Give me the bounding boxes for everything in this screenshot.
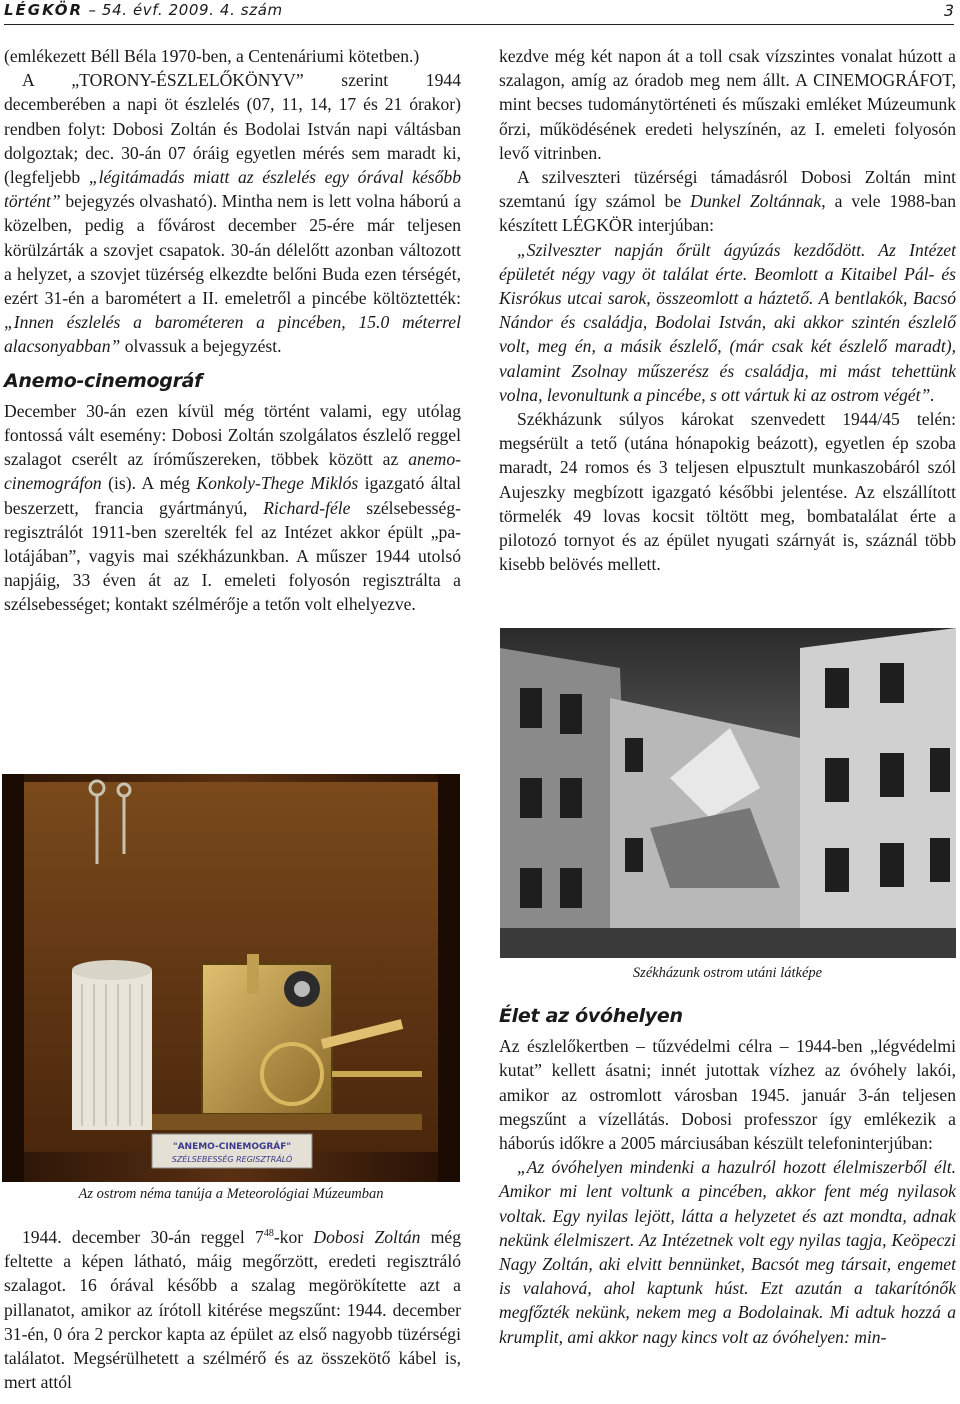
figure-caption-clock: Az ostrom néma tanúja a Meteorológiai Múzeumban — [78, 1186, 384, 1202]
journal-issue — [4, 1, 283, 19]
plate-line-2: SZÉLSEBESSÉG REGISZTRÁLÓ — [171, 1155, 293, 1164]
paragraph: kezdve még két napon át a toll csak vízszintes vonalat húzott a szalagon, amíg az óradob meg nem állt. A CINEMOGRÁFOT, mint becses tudománytörténeti és műszaki emléket Múzeumunk őrzi, működésének eredeti helyszínén, az I. emeleti folyosón levő vitrinben. — [499, 46, 956, 163]
quote-paragraph: „Az óvóhelyen mindenki a hazulról hozott élelmiszerből élt. Amikor mi lent voltunk a pincében, akkor fent még nyilasok voltak. Egy nyilas lejött, látta a helyzetet és azt mondta, adnak nekünk élelmiszert. Az Intézetnek volt egy nyilas tagja, Keöpeczi Nagy Zoltán, aki elvitt bennünket, Bacsót meg társait, engemet is valahová, ahol kaptunk húst. Ezt azután a takarítónők megfőzték nekünk, nekem meg a Bodolainak. Mi adtuk hozzá a krumplit, ami akkor nagy kincs volt az óvóhelyen: min- — [499, 1157, 956, 1347]
paragraph: (emlékezett Béll Béla 1970-ben, a Centenáriumi kötetben.) — [4, 46, 420, 66]
page-number: 3 — [943, 1, 954, 20]
figure-caption-building: Székházunk ostrom utáni látképe — [632, 965, 823, 981]
quote-text: „Innen észlelés a barométeren a pincében, 15.0 méterrel alacsonyabban” — [4, 312, 461, 357]
paragraph: Székházunk súlyos károkat szenvedett 1944/45 telén: megsérült a tető (utána hónapokig beázott), egyetlen ép szoba maradt, 24 romos és 3 teljesen elpusztult munkaszobáról szól Aujeszky megbízott igazgató későbbi jelentése. Az elszállított törmelék 49 lovas kocsit töltött meg, bombatalálat érte a pilotozó tornyot és az épület nyugati szárnyát is, száznál több kisebb belövés mellett. — [499, 409, 956, 575]
damaged-building-photo — [500, 628, 956, 958]
plate-line-1: "ANEMO-CINEMOGRÁF" — [172, 1142, 292, 1152]
section-heading: Anemo-cinemográf — [4, 369, 203, 392]
paragraph: December 30-án ezen kívül még történt valami, egy utólag fontossá vált esemény: Dobosi Zoltán szolgálatos észlelő reggel szalagot cserélt az íróműszereken, többek között az anemo-cinemográfon (is). A még Konkoly-Thege Miklós igazgató által beszerzett, francia gyártmányú, Richard-féle szélsebesség-regisztrálót 1911-ben szerelték fel az Intézet akkor épült „palotájában”, vagyis mai székházunkban. A műszer 1944 utolsó napjáig, 33 éven át az I. emeleti folyosón regisztrálta a szélsebességet; kontakt szélmérője a tetőn volt elhelyezve. — [4, 400, 461, 615]
running-header — [4, 0, 954, 25]
paragraph: A „TORONY-ÉSZLELŐKÖNYV” szerint 1944 decemberében a napi öt észlelés (07, 11, 14, 17 és 21 órakor) rendben folyt: Dobosi Zoltán és Bodolai István napi váltásban dolgoztak; dec. 30-án 07 óráig egyetlen mérés sem maradt ki, (legfeljebb „légitámadás miatt az észlelés egy órával később történt” bejegyzés olvasható). Mintha nem is lett volna háború a közelben, pedig a fővárost december 25-ére már teljesen körülzárták a szovjet csapatok. 30-án délelőtt azonban változott a helyzet, a szovjet tüzérség elkezdte belőni Buda ezen térségét, ezért 31-én a barométert a II. emeletről a pincébe költöztették: „Innen észlelés a barométeren a pincében, 15.0 méterrel alacsonyabban” olvassuk a bejegyzést. — [4, 70, 461, 357]
journal-title: LÉGKÖR — [4, 1, 84, 19]
photo-illustration — [2, 774, 460, 1182]
issue-info: – 54. évf. 2009. 4. szám — [83, 1, 283, 19]
section-heading: Élet az óvóhelyen — [499, 1005, 683, 1027]
quote-paragraph: „Szilveszter napján őrült ágyúzás kezdődött. Az Intézet épületét négy vagy öt találat érte. Beomlott a Kitaibel Pál- és Kisrókus utcai sarok, összeomlott a háztető. A bentlakók, Bacsó Nándor és családja, Bodolai István, aki akkor szintén észlelő volt, meg én, a másik észlelő, (már csak két észlelő maradt), valamint Zsolnay műszerész és családja, mi mást tehettünk volna, levonultunk a pincébe, s ott vártuk ki az ostrom végét”. — [499, 239, 956, 405]
photo-illustration — [500, 628, 956, 958]
left-column — [4, 44, 461, 617]
paragraph: A szilveszteri tüzérségi támadásról Dobosi Zoltán mint szemtanú így számol be Dunkel Zoltánnak, a vele 1988-ban készített LÉGKÖR interjúban: — [499, 167, 957, 236]
right-column-bottom — [499, 994, 956, 1349]
quote-text: „légitámadás miatt az észlelés egy órával később történt” — [4, 167, 461, 212]
left-column-bottom — [4, 1225, 461, 1394]
right-column — [499, 44, 956, 576]
anemo-cinemograph-photo — [2, 774, 460, 1182]
paragraph: 1944. december 30-án reggel $7^{48}$-kor Dobosi Zoltán még feltette a képen látható, máig megőrzött, eredeti regisztráló szalagot. 16 órával később a szalag megörökítette azt a pillanatot, amikor az írótoll kitérése megszűnt: 1944. december 31-én, 0 óra 2 perckor kapta az épület az első nagyobb tüzérségi találatot. Megsérülhetett a szélmérő és az összekötő kábel is, mert attól — [4, 1227, 461, 1393]
paragraph: Az észlelőkertben – tűzvédelmi célra – 1944-ben „légvédelmi kutat” kellett ásatni; innét jutottak vízhez az óvóhely lakói, amikor az ostromlott városban 1945. január 3-án teljesen megszűnt a vízellátás. Dobosi professzor így emlékezik a háborús időkre a 2005 márciusában készült telefoninterjúban: — [499, 1036, 956, 1154]
